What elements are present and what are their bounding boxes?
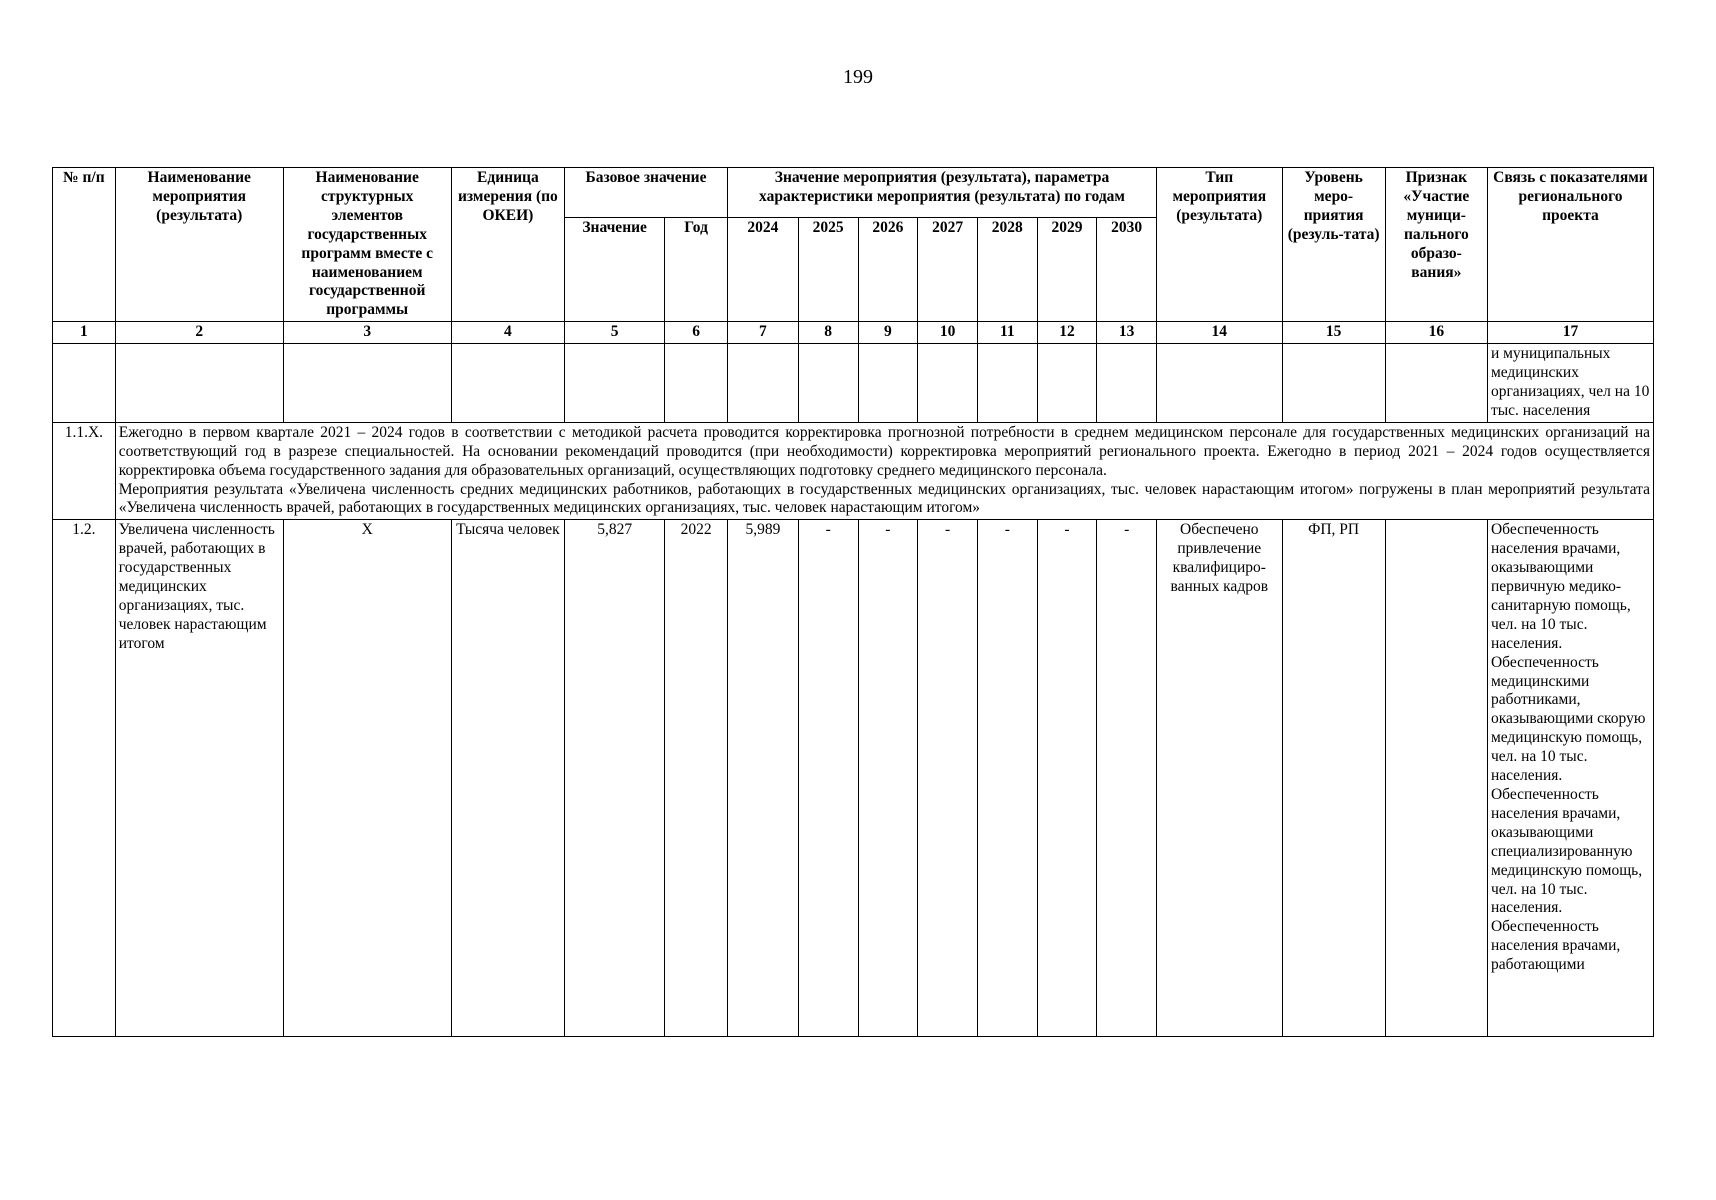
col-number: 3 <box>283 322 451 344</box>
table-cell <box>918 344 978 423</box>
col-number: 10 <box>918 322 978 344</box>
header-name: Наименование мероприятия (результата) <box>115 168 283 322</box>
row-1-1-x-text <box>115 422 1653 520</box>
value-2026: - <box>858 520 918 1037</box>
header-unit: Единица измерения (по ОКЕИ) <box>451 168 564 322</box>
table-cell <box>1385 344 1487 423</box>
header-num: № п/п <box>53 168 116 322</box>
row-number: 1.1.Х. <box>53 422 116 520</box>
col-number: 6 <box>665 322 728 344</box>
page-number: 199 <box>843 66 873 88</box>
measure-name: Увеличена численность врачей, работающих в государственных медицинских организациях, тыс. человек нарастающим итогом <box>115 520 283 1037</box>
col-number: 15 <box>1282 322 1385 344</box>
col-number: 5 <box>565 322 665 344</box>
value-2029: - <box>1037 520 1097 1037</box>
header-type: Тип мероприятия (результата) <box>1157 168 1282 322</box>
header-level: Уровень меро-приятия (резуль-тата) <box>1282 168 1385 322</box>
value-2030: - <box>1097 520 1157 1037</box>
municipal-flag <box>1385 520 1487 1037</box>
table-cell <box>1157 344 1282 423</box>
col-number: 9 <box>858 322 918 344</box>
row-1-1-x-paragraph-1: Ежегодно в первом квартале 2021 – 2024 годов в соответствии с методикой расчета проводится корректировка прогнозной потребности в среднем медицинском персонале для государственных медицинских организаций на соответствующий год в разрезе специальностей. На основании рекомендаций проводится (при необходимости) корректировка мероприятий регионального проекта. Ежегодно в период 2021 – 2024 годов осуществляется корректировка объема государственного задания для образовательных организаций, осуществляющих подготовку среднего медицинского персонала. <box>118 423 1650 479</box>
measure-level: ФП, РП <box>1282 520 1385 1037</box>
header-link: Связь с показателями регионального проекта <box>1487 168 1653 322</box>
header-base: Базовое значение <box>565 168 728 218</box>
table-cell <box>798 344 858 423</box>
col-number: 4 <box>451 322 564 344</box>
col-number: 2 <box>115 322 283 344</box>
value-2024: 5,989 <box>727 520 798 1037</box>
table-cell <box>283 344 451 423</box>
table-cell <box>858 344 918 423</box>
column-number-row <box>53 322 1654 344</box>
header-struct: Наименование структурных элементов государственных программ вместе с наименованием государственной программы <box>283 168 451 322</box>
continuation-row <box>53 344 1654 423</box>
unit: Тысяча человек <box>451 520 564 1037</box>
table-cell <box>1037 344 1097 423</box>
value-2027: - <box>918 520 978 1037</box>
measure-type: Обеспечено привлечение квалифициро-ванных кадров <box>1157 520 1282 1037</box>
table-cell <box>727 344 798 423</box>
value-2025: - <box>798 520 858 1037</box>
table-cell <box>977 344 1037 423</box>
col-number: 13 <box>1097 322 1157 344</box>
table-cell <box>115 344 283 423</box>
link-indicators: Обеспеченность населения врачами, оказывающими первичную медико-санитарную помощь, чел. на 10 тыс. населения. Обеспеченность медицинскими работниками, оказывающими скорую медицинскую помощь, чел. на 10 тыс. населения. Обеспеченность населения врачами, оказывающими специализированную медицинскую помощь, чел. на 10 тыс. населения. Обеспеченность населения врачами, работающими <box>1487 520 1653 1037</box>
table-cell <box>53 344 116 423</box>
header-year-2027: 2027 <box>918 217 978 322</box>
value-2028: - <box>977 520 1037 1037</box>
col-number: 14 <box>1157 322 1282 344</box>
col-number: 12 <box>1037 322 1097 344</box>
col-number: 16 <box>1385 322 1487 344</box>
row-1-1-x-paragraph-2: Мероприятия результата «Увеличена численность средних медицинских работников, работающих в государственных медицинских организациях, тыс. человек нарастающим итогом» погружены в план мероприятий результата «Увеличена численность врачей, работающих в государственных медицинских организациях, тыс. человек нарастающим итогом» <box>118 480 1650 517</box>
table-cell <box>565 344 665 423</box>
header-values-by-year: Значение мероприятия (результата), параметра характеристики мероприятия (результата) по годам <box>727 168 1156 218</box>
header-year-2025: 2025 <box>798 217 858 322</box>
header-row-1 <box>53 168 1654 218</box>
header-year-2026: 2026 <box>858 217 918 322</box>
struct-elements: Х <box>283 520 451 1037</box>
base-year: 2022 <box>665 520 728 1037</box>
header-base-value: Значение <box>565 217 665 322</box>
continuation-link-text: и муниципальных медицинских организациях, чел на 10 тыс. населения <box>1487 344 1653 423</box>
col-number: 8 <box>798 322 858 344</box>
table-cell <box>1097 344 1157 423</box>
row-number: 1.2. <box>53 520 116 1037</box>
row-1-2 <box>53 520 1654 1037</box>
table-cell <box>1282 344 1385 423</box>
measures-table <box>52 167 1654 1037</box>
col-number: 11 <box>977 322 1037 344</box>
header-year-2028: 2028 <box>977 217 1037 322</box>
header-year-2024: 2024 <box>727 217 798 322</box>
table-cell <box>665 344 728 423</box>
col-number: 7 <box>727 322 798 344</box>
base-value: 5,827 <box>565 520 665 1037</box>
header-municipal: Признак «Участие муници-пального образо-вания» <box>1385 168 1487 322</box>
header-year-2029: 2029 <box>1037 217 1097 322</box>
table-cell <box>451 344 564 423</box>
header-year-2030: 2030 <box>1097 217 1157 322</box>
row-1-1-x <box>53 422 1654 520</box>
header-base-year: Год <box>665 217 728 322</box>
col-number: 1 <box>53 322 116 344</box>
col-number: 17 <box>1487 322 1653 344</box>
